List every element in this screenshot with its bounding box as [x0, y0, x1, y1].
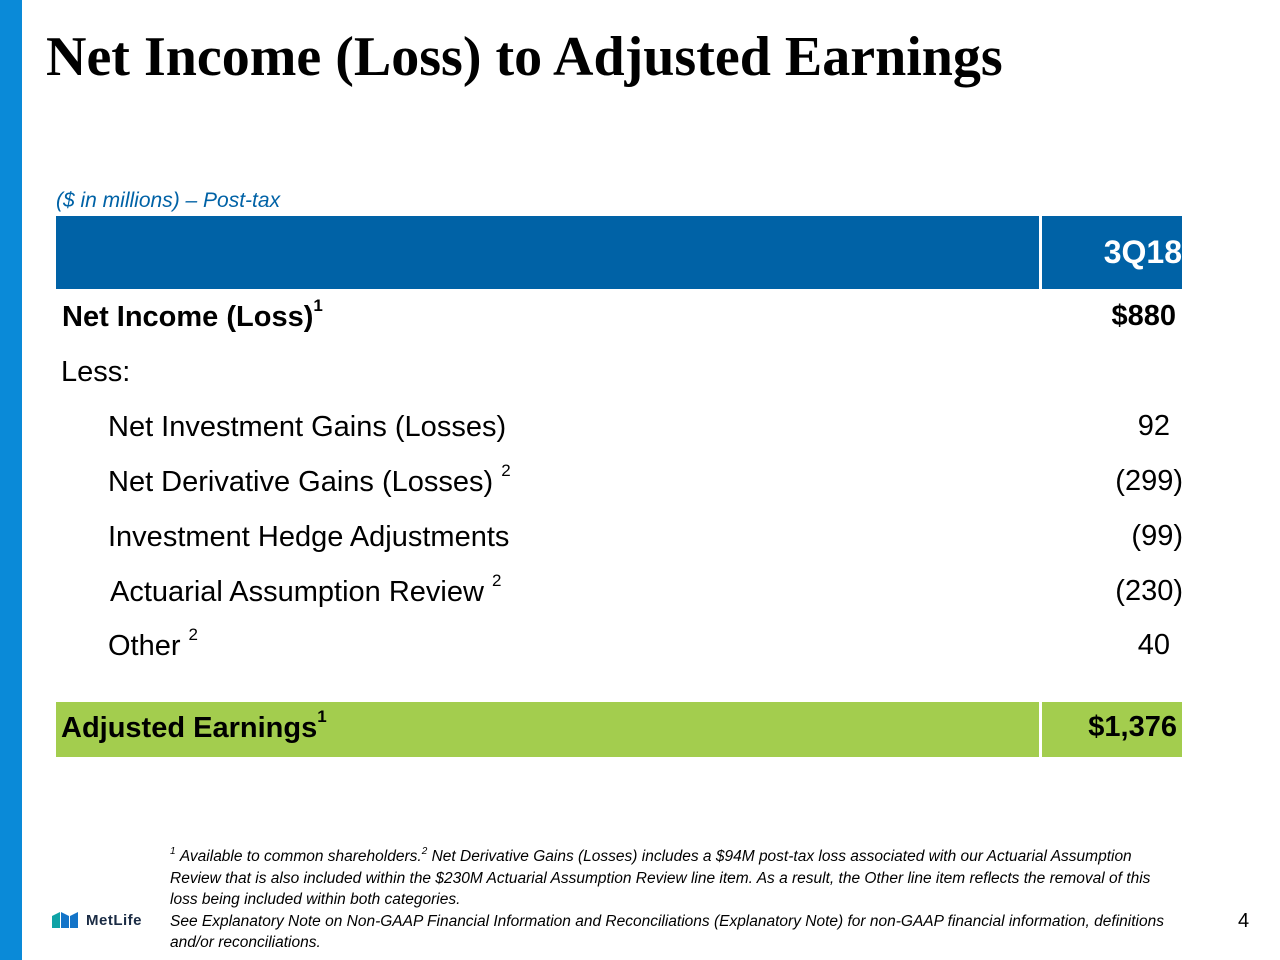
footnotes: $^1$ Available to common shareholders.$^2$ Net Derivative Gains (Losses) includes a $94M post-tax loss associated with our Actuarial Assumption Review that is also included within the $230M Actuarial Assumption Review line item. As a result, the Other line item reflects the removal of this loss being included within both categories. See Explanatory Note on Non-GAAP Financial Information and Reconciliations (Explanatory Note) for non-GAAP financial information, definitions and/or reconciliations.: [170, 846, 1164, 951]
footnote-ref: 2: [188, 625, 198, 644]
metlife-logo-icon: [52, 912, 78, 928]
row-label-net-derivative-gains: Net Derivative Gains (Losses) $^2$: [108, 461, 511, 498]
row-value-actuarial-review: (230): [1115, 575, 1183, 607]
row-label-actuarial-review: Actuarial Assumption Review $^2$: [110, 571, 502, 608]
row-label-other: Other $^2$: [108, 625, 198, 662]
row-value-net-investment-gains: 92: [1137, 410, 1170, 442]
footnote-ref: 2: [501, 461, 511, 480]
footnote-ref: 1: [313, 296, 323, 315]
footnote-ref: 1: [317, 707, 327, 726]
table-header-band: [56, 216, 1039, 289]
row-label-investment-hedge: Investment Hedge Adjustments: [108, 521, 510, 553]
page-number: 4: [1238, 910, 1250, 932]
left-accent-bar: [0, 0, 22, 960]
net-income-label: Net Income (Loss)$^1$: [62, 296, 323, 333]
adjusted-earnings-value: $1,376: [1088, 711, 1177, 743]
column-header-3q18: 3Q18: [1103, 234, 1182, 270]
row-value-other: 40: [1137, 629, 1170, 661]
metlife-logo-text: MetLife: [86, 912, 142, 929]
footnote-1: Available to common shareholders.: [179, 848, 422, 865]
footnote-ref: 2: [491, 571, 502, 590]
footnote-2: Net Derivative Gains (Losses) includes a $94M post-tax loss associated with our Actuarial Assumption Review that is also included within the $230M Actuarial Assumption Review line item. As a result, the Other line item reflects the removal of this loss being included within both categories.: [170, 848, 1151, 908]
less-label: Less:: [61, 356, 131, 388]
footnote-explanatory: See Explanatory Note on Non-GAAP Financial Information and Reconciliations (Explanatory Note) for non-GAAP financial information, definitions and/or reconciliations.: [170, 912, 1164, 951]
units-subtitle: ($ in millions) – Post-tax: [56, 189, 281, 212]
row-value-investment-hedge: (99): [1131, 520, 1183, 552]
net-income-value: $880: [1111, 300, 1176, 332]
adjusted-earnings-label: Adjusted Earnings$^1$: [61, 707, 327, 744]
row-value-net-derivative-gains: (299): [1115, 465, 1183, 497]
row-label-net-investment-gains: Net Investment Gains (Losses): [108, 411, 507, 443]
page-title: Net Income (Loss) to Adjusted Earnings: [46, 26, 1003, 88]
